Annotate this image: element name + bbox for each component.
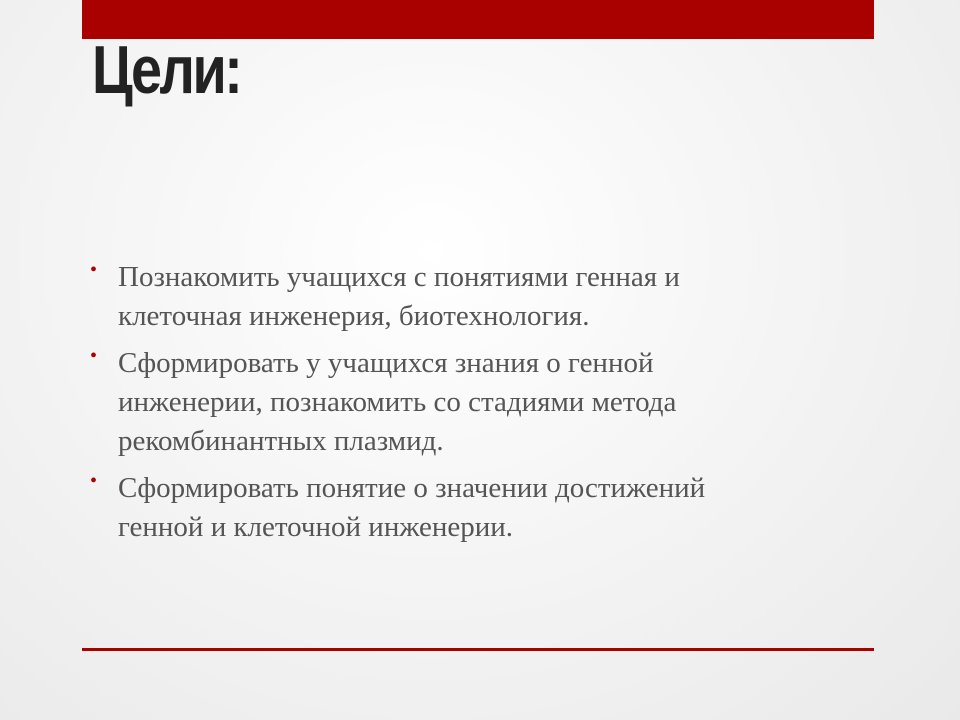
bullet-text: Сформировать понятие о значении достижений генной и клеточной инженерии. (118, 472, 706, 543)
bullet-icon: • (90, 470, 98, 492)
bullet-item (90, 258, 790, 336)
bottom-divider (82, 648, 874, 651)
bullet-icon: • (90, 259, 98, 281)
bullet-list (90, 258, 790, 555)
bullet-item (90, 344, 790, 461)
bullet-item (90, 469, 790, 547)
slide-title: Цели: (92, 32, 241, 108)
bullet-icon: • (90, 345, 98, 367)
bullet-text: Познакомить учащихся с понятиями генная и клеточная инженерия, биотехнология. (118, 261, 680, 332)
bullet-text: Сформировать у учащихся знания о генной инженерии, познакомить со стадиями метода рекомбинантных плазмид. (118, 347, 677, 457)
